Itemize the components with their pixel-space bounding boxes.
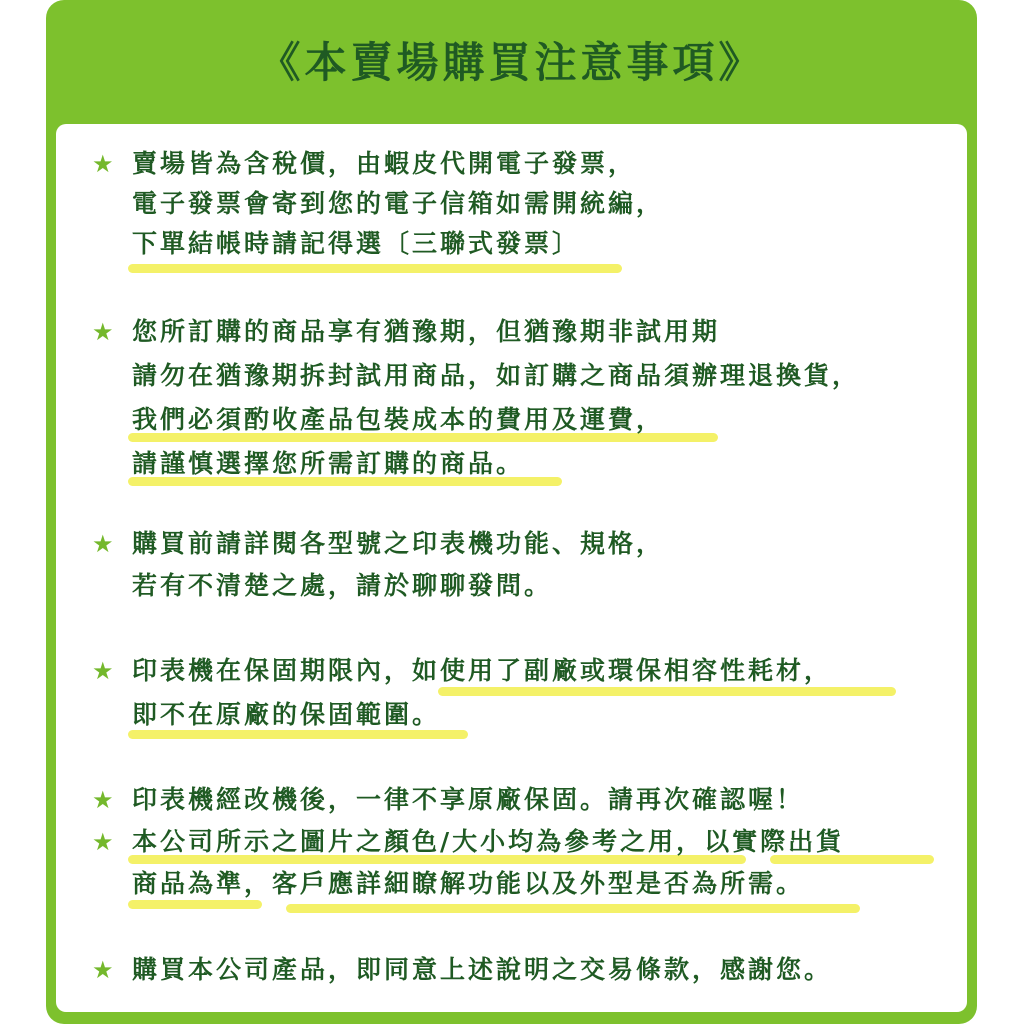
- star-icon: ★: [92, 530, 114, 558]
- star-icon: ★: [92, 657, 114, 685]
- notice-line: 我們必須酌收產品包裝成本的費用及運費，: [132, 405, 665, 434]
- notice-line: 購買本公司產品，即同意上述說明之交易條款，感謝您。: [132, 955, 833, 984]
- notice-line: 商品為準，客戶應詳細瞭解功能以及外型是否為所需。: [132, 869, 805, 898]
- notice-line: 印表機在保固期限內，如使用了副廠或環保相容性耗材，: [132, 656, 833, 685]
- notice-line: 即不在原廠的保固範圍。: [132, 700, 441, 729]
- notice-content: [56, 124, 967, 1012]
- notice-line: 請勿在猶豫期拆封試用商品，如訂購之商品須辦理退換貨，: [132, 361, 861, 390]
- notice-title: 《本賣場購買注意事項》: [258, 38, 765, 87]
- notice-line: 您所訂購的商品享有猶豫期，但猶豫期非試用期: [132, 317, 721, 346]
- notice-line: 若有不清楚之處，請於聊聊發問。: [132, 571, 553, 600]
- notice-line: 請謹慎選擇您所需訂購的商品。: [132, 449, 525, 478]
- notice-line: 賣場皆為含稅價，由蝦皮代開電子發票，: [132, 149, 637, 178]
- star-icon: ★: [92, 828, 114, 856]
- notice-line: 購買前請詳閱各型號之印表機功能、規格，: [132, 529, 665, 558]
- highlight-mark: [128, 264, 622, 273]
- notice-line: 本公司所示之圖片之顏色/大小均為參考之用，以實際出貨: [132, 827, 845, 856]
- highlight-mark: [286, 904, 860, 913]
- notice-panel: [46, 0, 977, 1024]
- notice-line: 印表機經改機後，一律不享原廠保固。請再次確認喔！: [132, 785, 805, 814]
- star-icon: ★: [92, 786, 114, 814]
- star-icon: ★: [92, 150, 114, 178]
- star-icon: ★: [92, 956, 114, 984]
- star-icon: ★: [92, 318, 114, 346]
- notice-line: 電子發票會寄到您的電子信箱如需開統編，: [132, 189, 665, 218]
- notice-line: 下單結帳時請記得選〔三聯式發票〕: [132, 229, 581, 258]
